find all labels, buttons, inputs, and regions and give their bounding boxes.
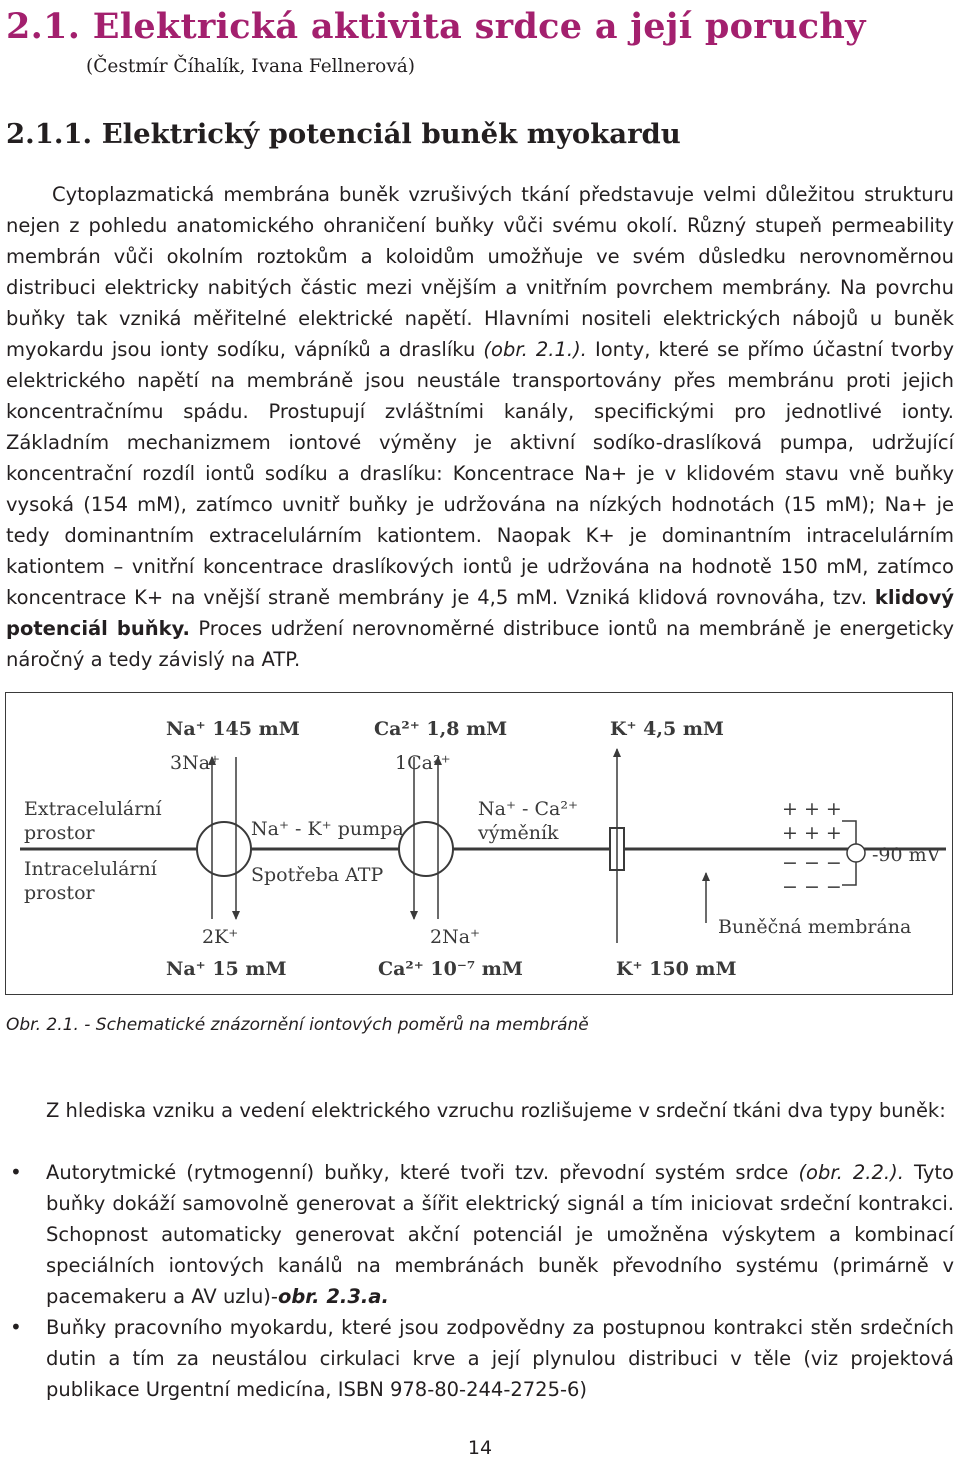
pump-label: Na⁺ - K⁺ pumpa: [251, 818, 404, 840]
intracellular-label-2: prostor: [24, 882, 95, 904]
intro-text-3: Proces udržení nerovnoměrné distribuce iontů na membráně je energeticky náročný a tedy závislý na ATP.: [6, 617, 955, 671]
extracellular-label-2: prostor: [24, 822, 95, 844]
bullet2-text: Buňky pracovního myokardu, které jsou zodpovědny za postupnou kontrakci stěn srdečních dutin a tím za neustálou cirkulaci krve a její plynulou distribuci v těle (viz projektová publikace Urgentní medicína, ISBN 978-80-244-2725-6): [46, 1316, 954, 1401]
exchanger-label-2: výměník: [478, 822, 559, 844]
chapter-authors: (Čestmír Číhalík, Ivana Fellnerová): [86, 56, 416, 77]
na-outside-label: Na⁺ 145 mM: [166, 718, 300, 740]
caption-label: Obr. 2.1.: [6, 1015, 79, 1035]
bullet1-text-b: Tyto buňky dokáží samovolně generovat a šířit elektrický signál a tím iniciovat srdeční kontrakci. Schopnost automaticky generovat akční potenciál je umožněna výskytem a kombinací speciálních iontových kanálů na membránách buněk převodního systému (primárně v pacemakeru a AV uzlu)-: [46, 1161, 954, 1308]
chapter-title: 2.1. Elektrická aktivita srdce a její poruchy: [6, 6, 866, 47]
intro-paragraph: [6, 179, 954, 675]
voltmeter-icon: [847, 844, 865, 862]
plus-charges-1: + + +: [782, 798, 842, 820]
na-inside-label: Na⁺ 15 mM: [166, 958, 287, 980]
bullet1-figure-ref-2[interactable]: obr. 2.3.a.: [277, 1285, 389, 1308]
bullet-icon: •: [10, 1160, 22, 1184]
voltmeter-wire-bottom: [842, 862, 856, 885]
exchanger-label-1: Na⁺ - Ca²⁺: [478, 798, 578, 820]
k-inside-label: K⁺ 150 mM: [616, 958, 737, 980]
intro-text-2: Ionty, které se přímo účastní tvorby elektrického napětí na membráně jsou neustále transportovány přes membránu proti jejich koncentračnímu spádu. Prostupují zvláštními kanály, specifickými pro jednotlivé ionty. Základním mechanizmem iontové výměny je aktivní sodíko-draslíková pumpa, udržující koncentrační rozdíl iontů sodíku a draslíku: Koncentrace Na+ je v klidovém stavu vně buňky vysoká (154 mM), zatímco uvnitř buňky je udržována na nízkých hodnotách (15 mM); Na+ je tedy dominantním extracelulárním kationtem. Naopak K+ je dominantním intracelulárním kationtem – vnitřní koncentrace draslíkových iontů je udržována na hodnotě 150 mM, zatímco koncentrace K+ na vnější straně membrány je 4,5 mM. Vzniká klidová rovnováha, tzv.: [6, 338, 954, 609]
caption-text: - Schematické znázornění iontových poměrů na membráně: [78, 1015, 589, 1035]
minus-charges-1: − − −: [782, 852, 842, 874]
ca-outside-label: Ca²⁺ 1,8 mM: [374, 718, 508, 740]
extracellular-label-1: Extracelulární: [24, 798, 162, 820]
figure-reference[interactable]: (obr. 2.1.).: [483, 338, 587, 361]
resting-potential-term: klidový potenciál buňky.: [6, 586, 954, 640]
voltage-label: -90 mV: [872, 844, 941, 866]
k2-label: 2K⁺: [202, 926, 239, 948]
membrane-figure: [5, 692, 953, 995]
list-item: [6, 1312, 954, 1405]
voltmeter-wire-top: [842, 821, 856, 844]
ca-inside-label: Ca²⁺ 10⁻⁷ mM: [378, 958, 523, 980]
section-title: 2.1.1. Elektrický potenciál buněk myokardu: [6, 118, 681, 150]
cell-types-list: [6, 1157, 954, 1405]
na2-label: 2Na⁺: [430, 926, 481, 948]
k-outside-label: K⁺ 4,5 mM: [610, 718, 724, 740]
intro-text-1: Cytoplazmatická membrána buněk vzrušivých tkání představuje velmi důležitou strukturu nejen z pohledu anatomického ohraničení buňky vůči svému okolí. Různý stupeň permeability membrán vůči okolním roztokům a koloidům umožňuje ve svém důsledku nerovnoměrnou distribuci elektricky nabitých částic mezi vnějším a vnitřním povrchem membrány. Na povrchu buňky tak vzniká měřitelné elektrické napětí. Hlavními nositeli elektrických nábojů u buněk myokardu jsou ionty sodíku, vápníků a draslíku: [6, 183, 954, 361]
membrane-label: Buněčná membrána: [718, 916, 912, 938]
atp-label: Spotřeba ATP: [251, 864, 384, 886]
ca1-label: 1Ca²⁺: [395, 752, 451, 774]
bullet-icon: •: [10, 1315, 22, 1339]
exchanger-circle: [399, 822, 453, 876]
pump-circle: [197, 822, 251, 876]
intracellular-label-1: Intracelulární: [24, 858, 157, 880]
cell-types-intro: Z hlediska vzniku a vedení elektrického vzruchu rozlišujeme v srdeční tkáni dva typy buněk:: [46, 1099, 946, 1122]
membrane-diagram: [6, 693, 952, 994]
na3-label: 3Na⁺: [170, 752, 221, 774]
bullet1-text-a: Autorytmické (rytmogenní) buňky, které tvoři tzv. převodní systém srdce: [46, 1161, 799, 1184]
list-item: [6, 1157, 954, 1312]
minus-charges-2: − − −: [782, 876, 842, 898]
figure-caption: [6, 1015, 589, 1035]
plus-charges-2: + + +: [782, 822, 842, 844]
bullet1-figure-ref[interactable]: (obr. 2.2.).: [798, 1161, 904, 1184]
page-number: 14: [467, 1437, 493, 1459]
